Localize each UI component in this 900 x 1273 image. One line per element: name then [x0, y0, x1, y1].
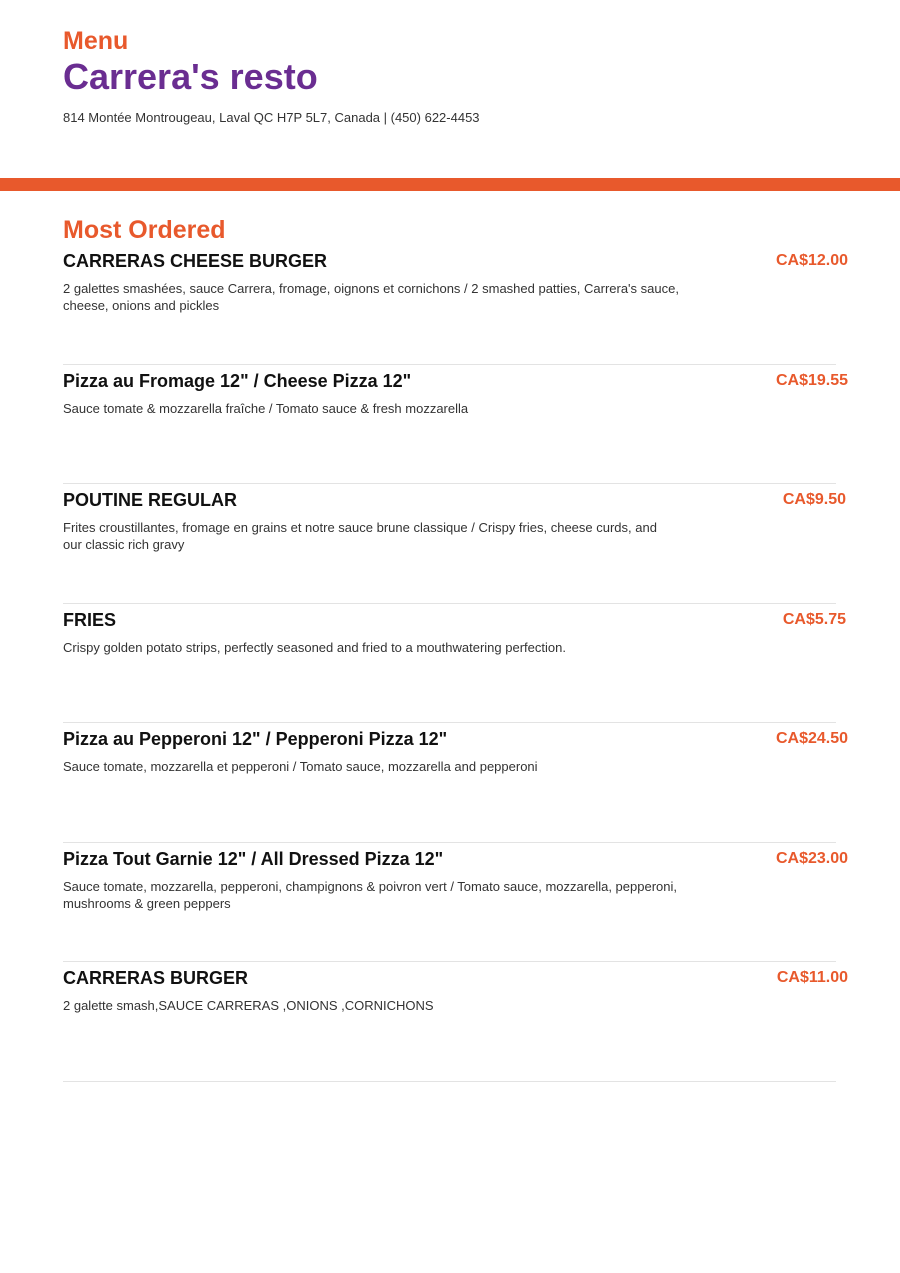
- accent-divider-bar: [0, 178, 900, 191]
- menu-item: [63, 723, 848, 843]
- item-price: CA$11.00: [776, 969, 848, 986]
- section-title: Most Ordered: [63, 216, 226, 244]
- item-description: 2 galettes smashées, sauce Carrera, fromage, oignons et cornichons / 2 smashed patties, Carrera's sauce, cheese, onions and pickles: [63, 281, 679, 313]
- menu-item: [63, 365, 848, 485]
- item-price: CA$5.75: [782, 610, 846, 628]
- menu-item: [63, 843, 848, 963]
- item-name: Pizza Tout Garnie 12" / All Dressed Pizza 12": [63, 848, 444, 869]
- most-ordered-section: [63, 215, 848, 1082]
- item-name: CARRERAS CHEESE BURGER: [63, 251, 328, 271]
- item-price: CA$12.00: [775, 252, 848, 269]
- menu-item-list: [63, 245, 848, 1082]
- item-name: POUTINE REGULAR: [63, 490, 238, 510]
- restaurant-name: Carrera's resto: [63, 56, 318, 97]
- menu-item: [63, 245, 848, 365]
- item-price: CA$23.00: [775, 849, 848, 867]
- item-description: 2 galette smash,SAUCE CARRERAS ,ONIONS ,CORNICHONS: [63, 998, 434, 1013]
- item-name: Pizza au Fromage 12" / Cheese Pizza 12": [63, 370, 412, 391]
- menu-item: [63, 962, 848, 1082]
- restaurant-address: 814 Montée Montrougeau, Laval QC H7P 5L7, Canada | (450) 622-4453: [63, 110, 480, 125]
- item-description: Sauce tomate, mozzarella et pepperoni / Tomato sauce, mozzarella and pepperoni: [63, 759, 538, 774]
- item-name: Pizza au Pepperoni 12" / Pepperoni Pizza 12": [63, 729, 448, 749]
- item-price: CA$9.50: [782, 491, 846, 508]
- menu-header: [63, 26, 843, 126]
- item-description: Sauce tomate, mozzarella, pepperoni, champignons & poivron vert / Tomato sauce, mozzarella, pepperoni, mushrooms & green peppers: [63, 878, 677, 911]
- item-description: Frites croustillantes, fromage en grains et notre sauce brune classique / Crispy fries, cheese curds, and our classic rich gravy: [63, 520, 657, 552]
- item-description: Sauce tomate & mozzarella fraîche / Tomato sauce & fresh mozzarella: [63, 400, 469, 416]
- item-divider: [63, 1081, 836, 1082]
- item-price: CA$19.55: [775, 371, 848, 389]
- item-name: FRIES: [63, 609, 117, 630]
- item-price: CA$24.50: [775, 730, 848, 747]
- item-name: CARRERAS BURGER: [63, 968, 249, 988]
- menu-label: Menu: [63, 27, 129, 55]
- menu-item: [63, 604, 848, 724]
- menu-item: [63, 484, 848, 604]
- item-description: Crispy golden potato strips, perfectly seasoned and fried to a mouthwatering perfection.: [63, 639, 566, 655]
